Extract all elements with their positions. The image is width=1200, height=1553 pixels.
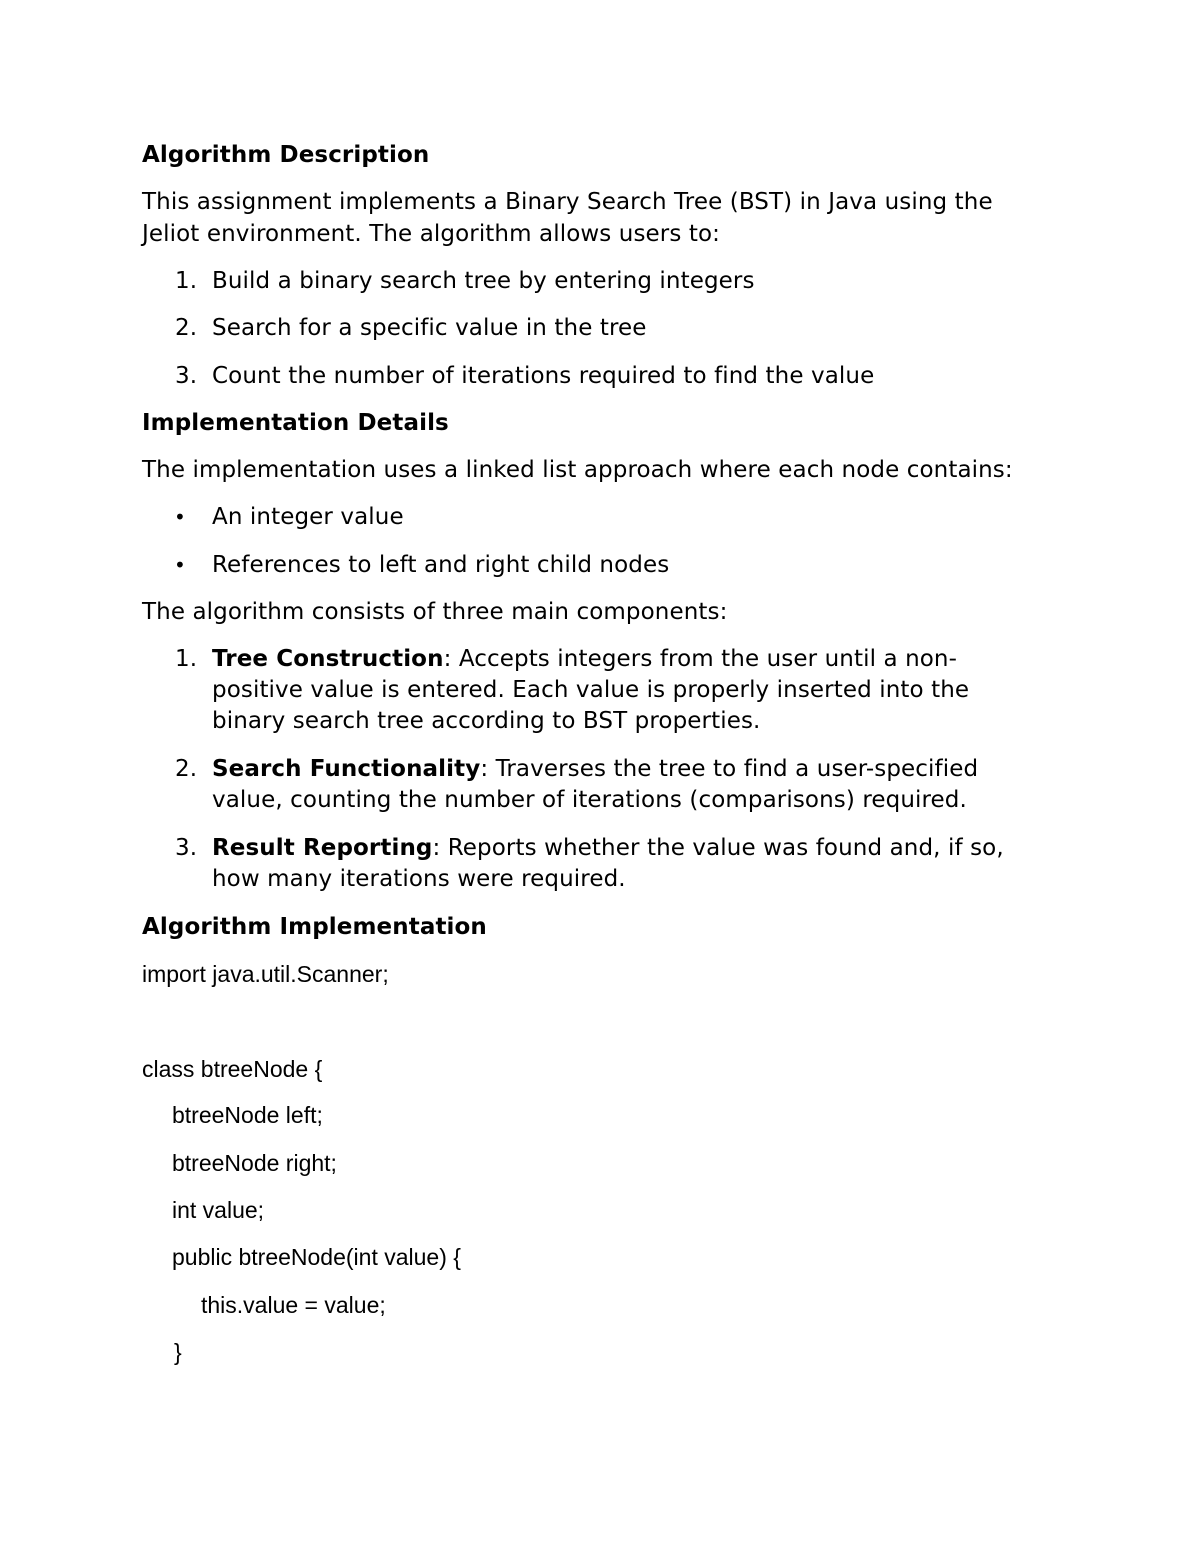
component-text-continued: how many iterations were required. [212,866,626,892]
bullet-icon: • [174,553,186,577]
code-line: this.value = value; [201,1292,386,1318]
component-number: 2. [175,756,198,782]
description-paragraph-line-2: Jeliot environment. The algorithm allows users to: [142,221,720,247]
description-paragraph-line-1: This assignment implements a Binary Search Tree (BST) in Java using the [142,189,993,215]
section-heading-algorithm-implementation: Algorithm Implementation [142,914,487,940]
code-line: btreeNode right; [172,1150,337,1176]
step-text: Build a binary search tree by entering integers [212,268,755,294]
component-item-result-reporting [212,833,1004,864]
component-text: : Reports whether the value was found and, if so, [432,835,1004,861]
section-heading-implementation-details: Implementation Details [142,410,449,436]
code-line: public btreeNode(int value) { [172,1244,461,1270]
code-line: class btreeNode { [142,1056,323,1082]
code-line: int value; [172,1197,265,1223]
section-heading-algorithm-description: Algorithm Description [142,142,430,168]
component-title: Search Functionality [212,756,481,782]
step-text: Search for a specific value in the tree [212,315,647,341]
step-number: 1. [175,268,198,294]
component-number: 3. [175,835,198,861]
component-item-tree-construction [212,644,957,675]
code-line: import java.util.Scanner; [142,961,389,987]
step-text: Count the number of iterations required to find the value [212,363,875,389]
component-text: : Accepts integers from the user until a non- [443,646,958,672]
component-title: Tree Construction [212,646,444,672]
component-text-continued: positive value is entered. Each value is properly inserted into the [212,677,970,703]
code-line: btreeNode left; [172,1102,323,1128]
components-intro-paragraph: The algorithm consists of three main components: [142,599,728,625]
implementation-intro-paragraph: The implementation uses a linked list approach where each node contains: [142,457,1013,483]
step-number: 3. [175,363,198,389]
component-number: 1. [175,646,198,672]
bullet-icon: • [174,505,186,529]
component-text: : Traverses the tree to find a user-specified [480,756,979,782]
component-text-continued: binary search tree according to BST properties. [212,708,761,734]
bullet-item: References to left and right child nodes [212,552,670,578]
bullet-item: An integer value [212,504,404,530]
component-title: Result Reporting [212,835,433,861]
component-item-search-functionality [212,754,978,785]
step-number: 2. [175,315,198,341]
component-text-continued: value, counting the number of iterations (comparisons) required. [212,787,967,813]
code-line: } [174,1339,182,1365]
